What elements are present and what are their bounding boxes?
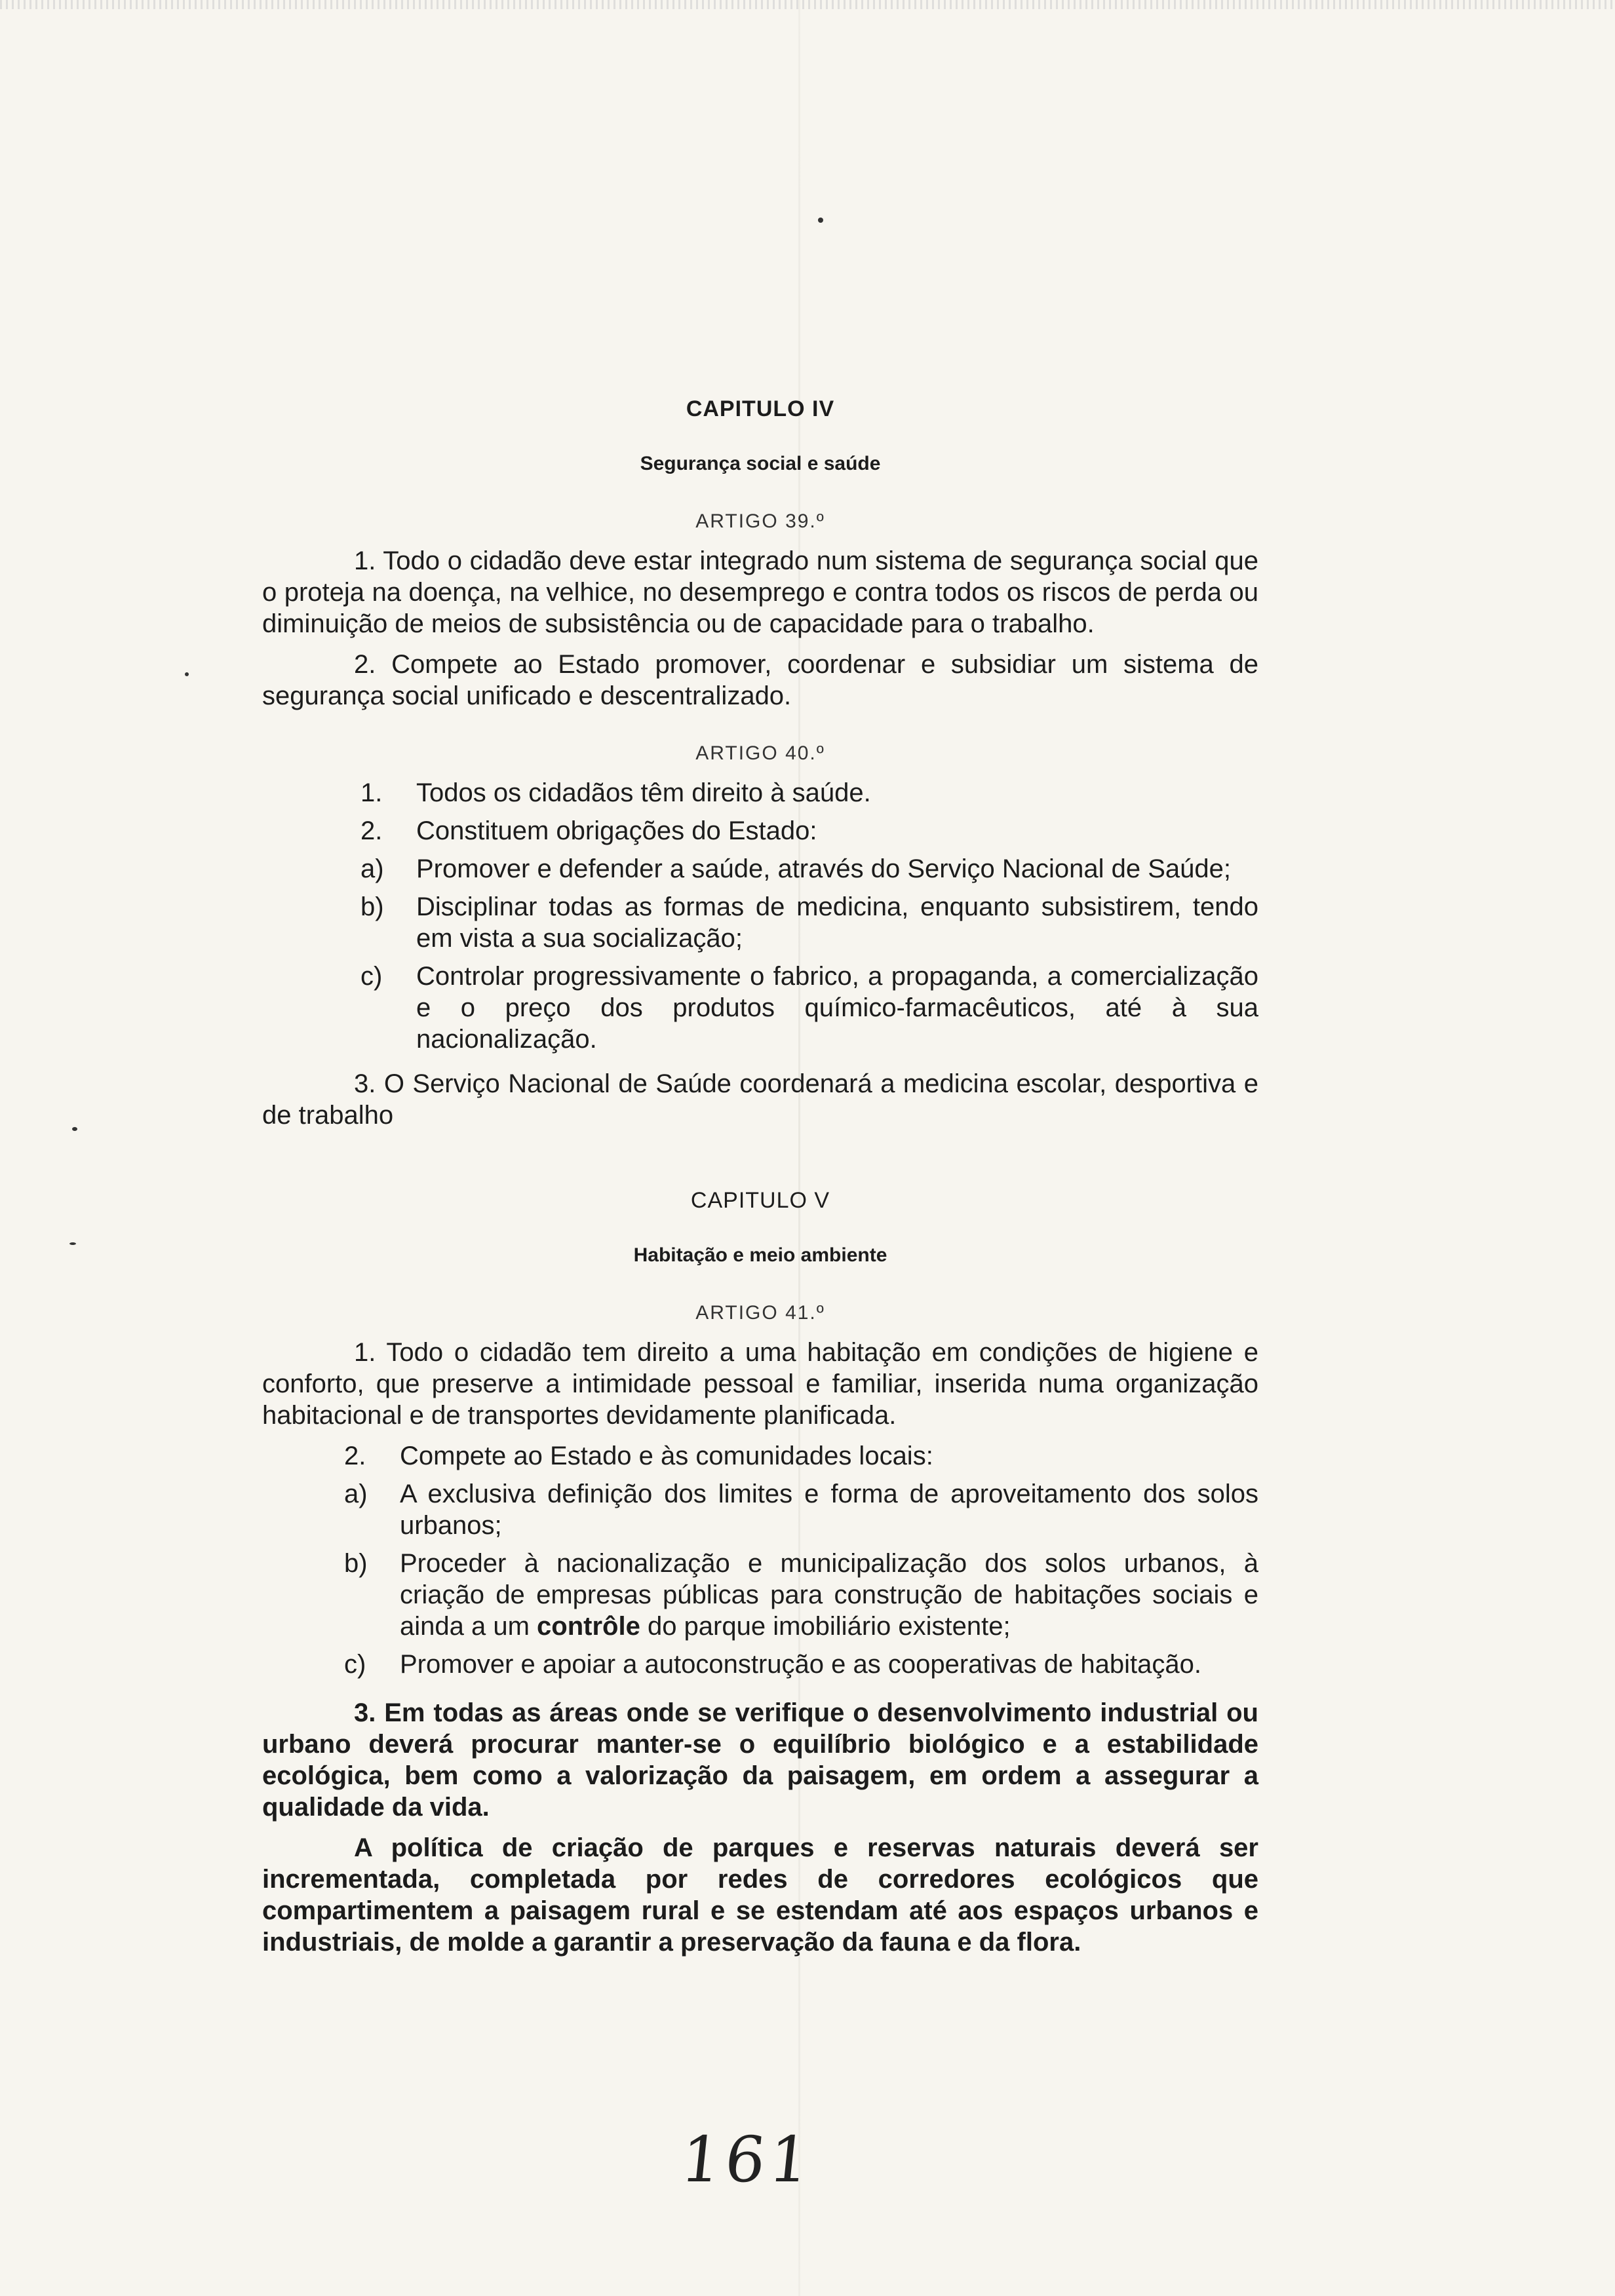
- article-41-label: ARTIGO 41.º: [695, 1302, 825, 1324]
- item-text: A exclusiva definição dos limites e forma de aproveitamento dos solos urbanos;: [400, 1480, 1258, 1540]
- item-number: 2.: [344, 1442, 366, 1470]
- item-text: Disciplinar todas as formas de medicina, enquanto subsistirem, tendo em vista a sua socialização;: [416, 892, 1258, 953]
- chapter-iv-heading: CAPITULO IV: [686, 396, 835, 421]
- item-number: a): [360, 854, 384, 883]
- article-40-item: [360, 777, 1258, 809]
- article-41-subitem: [344, 1478, 1258, 1541]
- item-number: c): [344, 1650, 366, 1679]
- speck: [69, 1242, 76, 1245]
- article-41-paragraph-3: 3. Em todas as áreas onde se verifique o desenvolvimento industrial ou urbano deverá procurar manter-se o equilíbrio biológico e a estabilidade ecológica, bem como a valorização da paisagem, em ordem a assegurar a qualidade da vida.: [262, 1698, 1258, 1822]
- item-number: b): [344, 1549, 368, 1578]
- item-text-part: Proceder à nacionalização e municipalização dos solos urbanos, à criação de empresas públicas para construção de habitações sociais e ainda a um: [400, 1549, 1258, 1641]
- item-text: Compete ao Estado e às comunidades locais:: [400, 1442, 933, 1470]
- article-40-subitem: [360, 961, 1258, 1055]
- article-39-paragraph-2: 2. Compete ao Estado promover, coordenar e subsidiar um sistema de segurança social unificado e descentralizado.: [262, 650, 1258, 710]
- chapter-v-heading: CAPITULO V: [690, 1188, 830, 1213]
- article-41-subitem: [344, 1649, 1258, 1680]
- chapter-v-section-title: Habitação e meio ambiente: [633, 1244, 887, 1266]
- item-text: Constituem obrigações do Estado:: [416, 816, 817, 845]
- item-number: b): [360, 892, 384, 921]
- article-41-paragraph-1: 1. Todo o cidadão tem direito a uma habitação em condições de higiene e conforto, que preserve a intimidade pessoal e familiar, inserida numa organização habitacional e de transportes devidamente planificada.: [262, 1338, 1258, 1430]
- article-40-item: [360, 815, 1258, 847]
- item-text: Controlar progressivamente o fabrico, a propaganda, a comercialização e o preço dos produtos químico-farmacêuticos, até à sua nacionalização.: [416, 962, 1258, 1054]
- article-40-subitem: [360, 853, 1258, 885]
- chapter-spacer: [262, 1156, 1258, 1185]
- item-number: 2.: [360, 816, 383, 845]
- speck: [185, 672, 189, 676]
- item-text-bold: contrôle: [537, 1612, 640, 1641]
- article-39-paragraph-1: 1. Todo o cidadão deve estar integrado num sistema de segurança social que o proteja na doença, na velhice, no desemprego e contra todos os riscos de perda ou diminuição de meios de subsistência ou de capacidade para o trabalho.: [262, 546, 1258, 638]
- handwritten-page-number: 161: [677, 2123, 817, 2196]
- article-41-item: [344, 1440, 1258, 1472]
- speck: [818, 218, 823, 223]
- article-41-paragraph-4: A política de criação de parques e reservas naturais deverá ser incrementada, completada por redes de corredores ecológicos que compartimentem a paisagem rural e se estendam até aos espaços urbanos e industriais, de molde a garantir a preservação da fauna e da flora.: [262, 1833, 1258, 1957]
- item-text: Promover e defender a saúde, através do Serviço Nacional de Saúde;: [416, 854, 1231, 883]
- item-text-part: do parque imobiliário existente;: [640, 1612, 1011, 1641]
- speck: [72, 1127, 77, 1131]
- item-number: c): [360, 962, 383, 991]
- article-40-subitem: [360, 891, 1258, 954]
- scan-edge-noise: [0, 0, 1615, 9]
- text-column: [262, 393, 1258, 1967]
- item-number: a): [344, 1480, 368, 1508]
- article-39-label: ARTIGO 39.º: [695, 510, 825, 532]
- article-40-label: ARTIGO 40.º: [695, 742, 825, 764]
- article-40-paragraph-3: 3. O Serviço Nacional de Saúde coordenará a medicina escolar, desportiva e de trabalho: [262, 1069, 1258, 1130]
- item-text: Todos os cidadãos têm direito à saúde.: [416, 778, 871, 807]
- item-text: [400, 1548, 1258, 1642]
- chapter-iv-section-title: Segurança social e saúde: [640, 453, 881, 474]
- item-text: Promover e apoiar a autoconstrução e as cooperativas de habitação.: [400, 1650, 1201, 1679]
- article-41-subitem: [344, 1548, 1258, 1642]
- item-number: 1.: [360, 778, 383, 807]
